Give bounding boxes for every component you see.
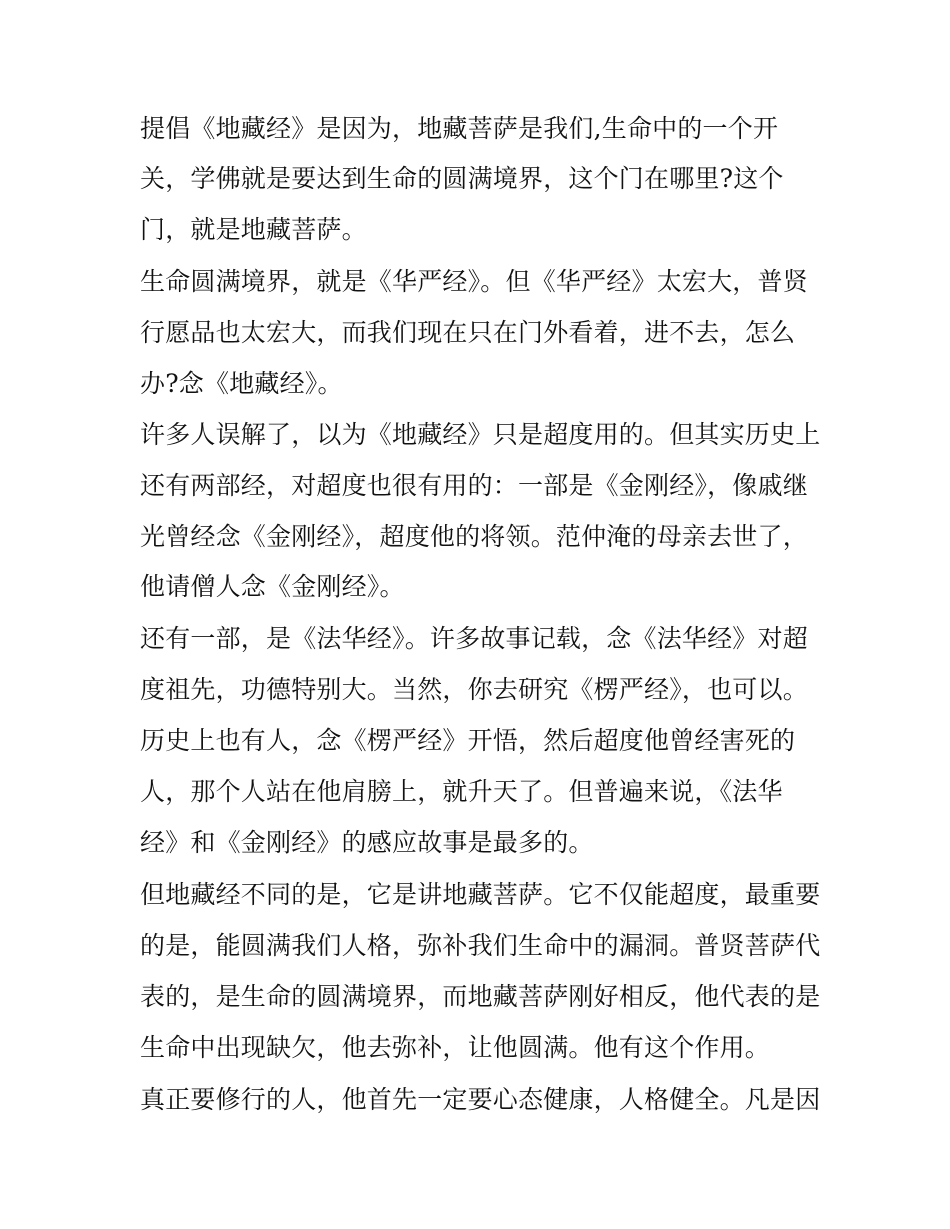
text-line: 行愿品也太宏大，而我们现在只在门外看着，进不去，怎么 — [140, 318, 796, 347]
text-line: 光曾经念《金刚经》，超度他的将领。范仲淹的母亲去世了， — [140, 522, 808, 551]
text-line: 关，学佛就是要达到生命的圆满境界，这个门在哪里?这个 — [140, 164, 784, 193]
text-line: 生命中出现缺欠，他去弥补，让他圆满。他有这个作用。 — [140, 1033, 771, 1062]
text-line: 度祖先，功德特别大。当然，你去研究《楞严经》，也可以。 — [140, 675, 808, 704]
text-line: 办?念《地藏经》。 — [140, 369, 343, 398]
text-line: 但地藏经不同的是，它是讲地藏菩萨。它不仅能超度，最重要 — [140, 880, 821, 909]
text-line: 人，那个人站在他肩膀上，就升天了。但普遍来说，《法华 — [140, 777, 783, 806]
text-line: 提倡《地藏经》是因为，地藏菩萨是我们,生命中的一个开 — [140, 114, 779, 143]
text-line: 还有两部经，对超度也很有用的：一部是《金刚经》，像戚继 — [140, 471, 808, 500]
text-line: 经》和《金刚经》的感应故事是最多的。 — [140, 828, 594, 857]
text-line: 表的，是生命的圆满境界，而地藏菩萨刚好相反，他代表的是 — [140, 982, 821, 1011]
text-line: 真正要修行的人，他首先一定要心态健康，人格健全。凡是因 — [140, 1085, 821, 1114]
text-line: 生命圆满境界，就是《华严经》。但《华严经》太宏大，普贤 — [140, 267, 808, 296]
text-line: 门，就是地藏菩萨。 — [140, 215, 367, 244]
text-line: 的是，能圆满我们人格，弥补我们生命中的漏洞。普贤菩萨代 — [140, 931, 821, 960]
text-line: 他请僧人念《金刚经》。 — [140, 572, 405, 601]
text-line: 还有一部，是《法华经》。许多故事记载，念《法华经》对超 — [140, 624, 808, 653]
text-line: 历史上也有人，念《楞严经》开悟，然后超度他曾经害死的 — [140, 726, 796, 755]
text-line: 许多人误解了，以为《地藏经》只是超度用的。但其实历史上 — [140, 420, 821, 449]
